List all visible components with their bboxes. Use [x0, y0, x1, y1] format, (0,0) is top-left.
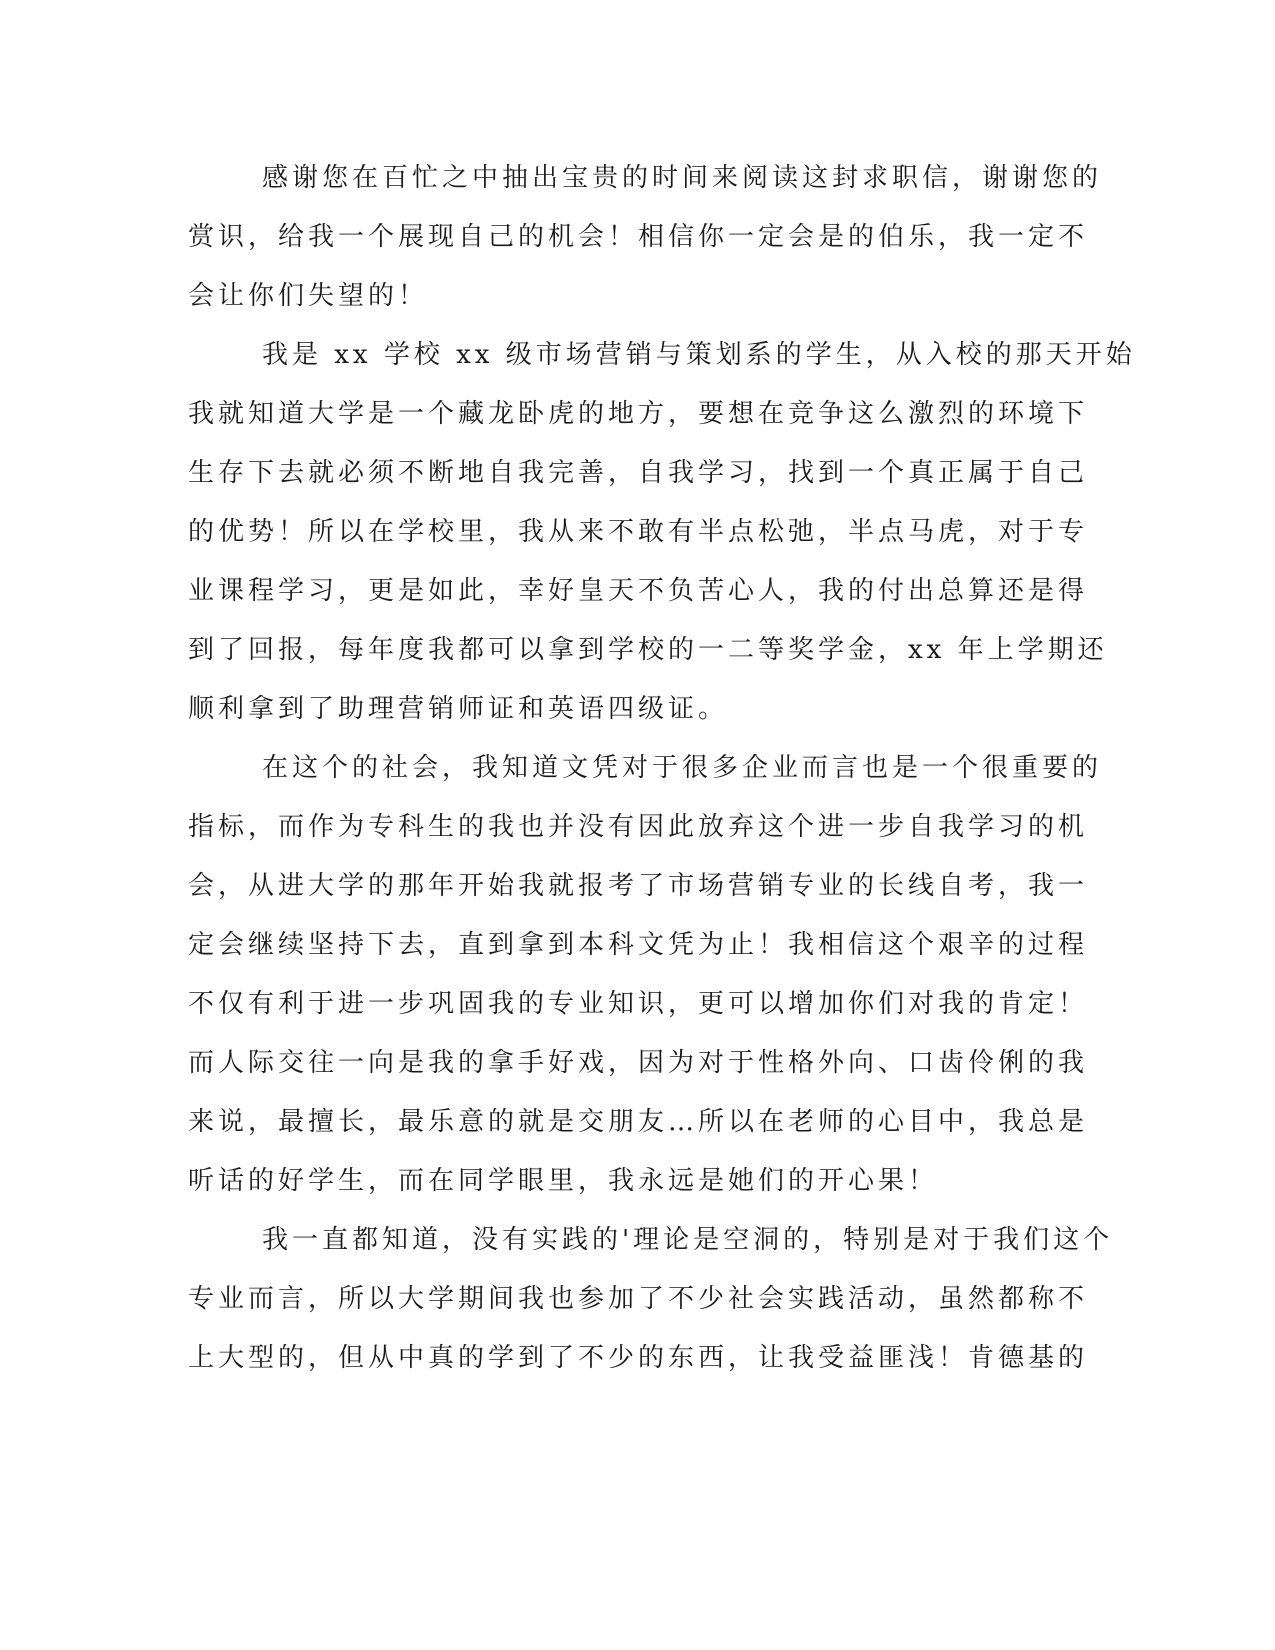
text-line: 我一直都知道，没有实践的'理论是空洞的，特别是对于我们这个 [262, 1225, 1114, 1255]
text-line: 到了回报，每年度我都可以拿到学校的一二等奖学金，xx 年上学期还 [188, 635, 1108, 665]
text-line: 来说，最擅长，最乐意的就是交朋友…所以在老师的心目中，我总是 [188, 1107, 1089, 1137]
text-line: 在这个的社会，我知道文凭对于很多企业而言也是一个很重要的 [262, 753, 1103, 783]
text-line: 会让你们失望的！ [188, 281, 429, 311]
text-line: 定会继续坚持下去，直到拿到本科文凭为止！我相信这个艰辛的过程 [188, 930, 1089, 960]
text-line: 业课程学习，更是如此，幸好皇天不负苦心人，我的付出总算还是得 [188, 576, 1089, 606]
text-line: 的优势！所以在学校里，我从来不敢有半点松弛，半点马虎，对于专 [188, 517, 1089, 547]
text-line: 生存下去就必须不断地自我完善，自我学习，找到一个真正属于自己 [188, 458, 1089, 488]
text-line: 上大型的，但从中真的学到了不少的东西，让我受益匪浅！肯德基的 [188, 1343, 1089, 1373]
text-line: 我就知道大学是一个藏龙卧虎的地方，要想在竞争这么激烈的环境下 [188, 399, 1089, 429]
text-line: 而人际交往一向是我的拿手好戏，因为对于性格外向、口齿伶俐的我 [188, 1048, 1089, 1078]
text-line: 赏识，给我一个展现自己的机会！相信你一定会是的伯乐，我一定不 [188, 222, 1089, 252]
text-line: 我是 xx 学校 xx 级市场营销与策划系的学生，从入校的那天开始 [262, 340, 1136, 370]
text-line: 专业而言，所以大学期间我也参加了不少社会实践活动，虽然都称不 [188, 1284, 1089, 1314]
text-line: 会，从进大学的那年开始我就报考了市场营销专业的长线自考，我一 [188, 871, 1089, 901]
text-line: 指标，而作为专科生的我也并没有因此放弃这个进一步自我学习的机 [188, 812, 1089, 842]
text-line: 听话的好学生，而在同学眼里，我永远是她们的开心果！ [188, 1166, 939, 1196]
text-line: 感谢您在百忙之中抽出宝贵的时间来阅读这封求职信，谢谢您的 [262, 163, 1103, 193]
text-line: 顺利拿到了助理营销师证和英语四级证。 [188, 694, 729, 724]
text-line: 不仅有利于进一步巩固我的专业知识，更可以增加你们对我的肯定！ [188, 989, 1089, 1019]
